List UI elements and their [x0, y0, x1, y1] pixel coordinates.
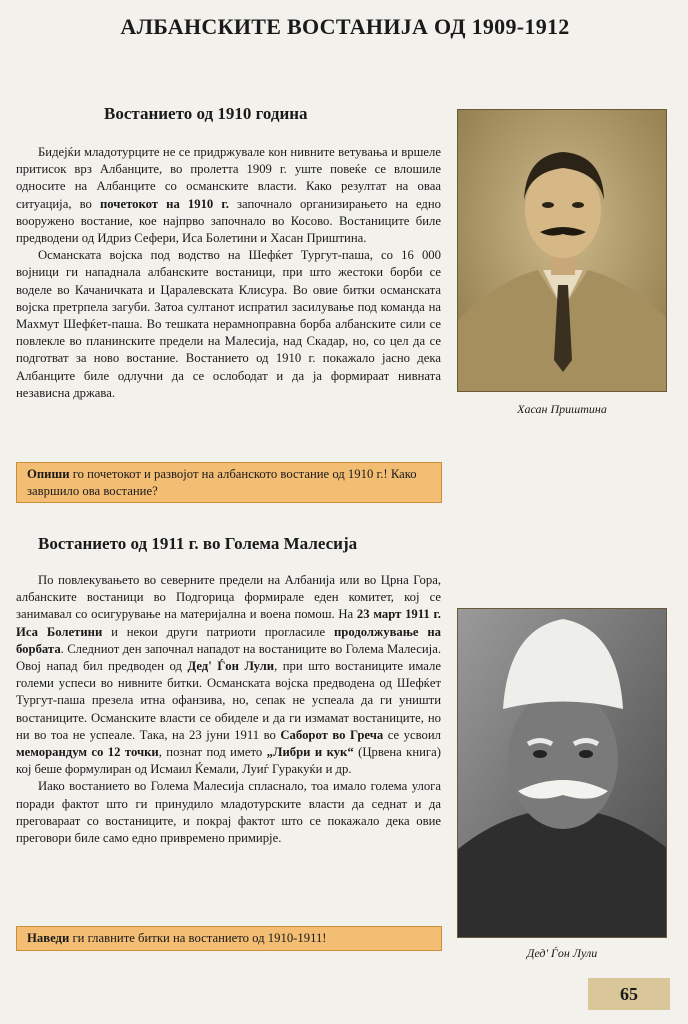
page-number: 65	[588, 978, 670, 1010]
portrait-photo-hasan-prishtina	[457, 109, 667, 392]
photo-caption: Дед' Ѓон Лули	[526, 946, 598, 960]
page-title: АЛБАНСКИТЕ ВОСТАНИЈА ОД 1909-1912	[120, 14, 570, 39]
paragraph: По повлекувањето во северните предели на Албанија или во Црна Гора, албанските востаници во Подгорица формирале еден комитет, кој се занимавал со осигурување на материјална и воена помош. На 23 март 1911 г. Иса Болетини и некои други патриоти прогласиле продолжување на борбата. Следниот ден започнал нападот на востаниците во Голема Малесија. Овој напад бил предводен од Дед' Ѓон Лули, при што востаниците имале големи успеси во нивните битки. Османската војска предводена од Шефќет Тургут-паша презела итна офанзива, но, сепак не успеала да ги уништи востаниците. Османските власти се обиделе и да ги измамат востаниците, но ни во тоа не успеале. Така, на 23 јуни 1911 во Саборот во Греча се усвоил меморандум со 12 точки, познат под името „Либри и кук“ (Црвена книга) кој беше формулиран од Исмаил Ќемали, Луиѓ Гуракуќи и др.	[16, 573, 442, 777]
section-heading-1910: Востанието од 1910 година	[104, 104, 308, 123]
task-box-2: Наведи ги главните битки на востанието од 1910-1911!	[16, 926, 442, 951]
paragraph: Иако востанието во Голема Малесија спласнало, тоа имало голема улога поради фактот што ги принудило младотурските власти да седнат и да преговараат со востаниците, и покрај фактот што се покажало дека овие преговори биле само едно привремено примирје.	[16, 779, 441, 846]
section-1911-body	[16, 572, 441, 847]
paragraph: Бидејќи младотурците не се придржувале кон нивните ветувања и вршеле притисок врз Албанците, во пролетта 1909 г. уште повеќе се влошиле односите на Албанците со османските власти. Како резултат на оваа ситуација, во почетокот на 1910 г. започнало организирањето на едно вооружено востание, кое најпрво започнало во Косово. Востаниците биле предводени од Идриз Сефери, Иса Болетини и Хасан Приштина.	[16, 145, 442, 246]
section-1910-body	[16, 144, 441, 402]
photo-caption: Хасан Приштина	[517, 402, 607, 416]
paragraph: Османската војска под водство на Шефќет Тургут-паша, со 16 000 војници ги нападнала албанските востаници, при што жестоки борби се воделе во Качаничката и Царалевската Клисура. Во овие битки османската војска претрпела загуби. Затоа султанот испратил засилување под команда на Махмут Шефќет-паша. Во тешката нерамноправна борба албанските сили се повлекле во планинските предели на Малесија, над Скадар, но, со цел да се подготват за ново востание. Востанието од 1910 г. покажало јасно дека Албанците биле одлучни да се ослободат и да ја формираат нивната независна држава.	[16, 248, 441, 400]
portrait-photo-ded-gjon-luli	[457, 608, 667, 938]
task-box-1: Опиши го почетокот и развојот на албанското востание од 1910 г.! Како завршило ова востание?	[16, 462, 442, 503]
section-heading-1911: Востанието од 1911 г. во Голема Малесија	[38, 534, 358, 553]
